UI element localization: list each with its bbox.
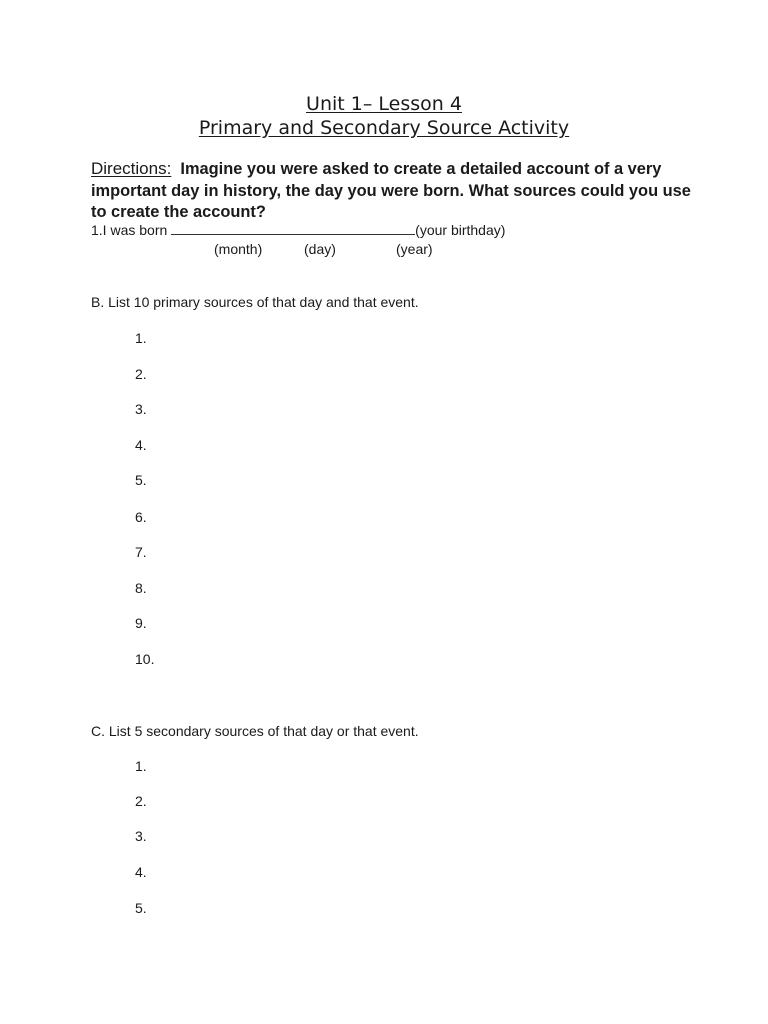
list-item: 8. [135,580,147,596]
section-c-heading: C. List 5 secondary sources of that day or that event. [91,723,419,739]
list-item: 1. [135,758,147,774]
section-b-heading: B. List 10 primary sources of that day and that event. [91,294,419,310]
directions-text: Imagine you were asked to create a detailed account of a very important day in history, the day you were born. What sources could you use to create the account? [91,160,691,221]
directions-label: Directions: [91,159,172,178]
month-label: (month) [214,241,263,257]
list-item: 5. [135,472,147,488]
birthday-suffix: (your birthday) [415,222,506,238]
list-item: 9. [135,615,147,631]
list-item: 1. [135,330,147,346]
page-title: Unit 1– Lesson 4 [306,93,462,115]
birthday-blank [171,222,415,235]
birthday-prefix: 1.I was born [91,222,168,238]
year-label: (year) [396,241,433,257]
list-item: 7. [135,544,147,560]
birthday-line [91,222,505,238]
day-label: (day) [304,241,336,257]
list-item: 10. [135,651,155,667]
directions-paragraph [91,158,691,224]
list-item: 4. [135,437,147,453]
list-item: 2. [135,793,147,809]
page-subtitle: Primary and Secondary Source Activity [198,117,570,139]
list-item: 5. [135,900,147,916]
list-item: 3. [135,401,147,417]
list-item: 4. [135,864,147,880]
list-item: 6. [135,509,147,525]
list-item: 2. [135,366,147,382]
list-item: 3. [135,828,147,844]
